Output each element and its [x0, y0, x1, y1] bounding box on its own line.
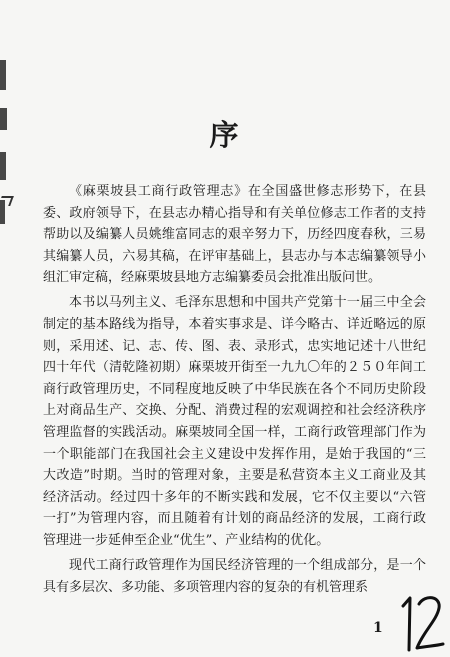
binding-edge-marks — [0, 60, 9, 280]
edge-mark — [0, 196, 14, 206]
paragraph-1: 《麻栗坡县工商行政管理志》在全国盛世修志形势下，在县委、政府领导下，在县志办精心指导和有关单位修志工作者的支持帮助以及编纂人员姚维富同志的艰辛努力下，历经四度春秋，三易其编纂人员，六易其稿，在评审基础上，县志办与本志编纂领导小组汇审定稿，经麻栗坡县地方志编纂委员会批准出版问世。 — [43, 184, 426, 286]
handwritten-page-number — [397, 592, 445, 654]
paragraph-3: 现代工商行政管理作为国民经济管理的一个组成部分，是一个具有多层次、多功能、多项管理内容的复杂的有机管理系 — [43, 558, 426, 595]
preface-title: 序 — [209, 118, 241, 152]
page-number: 1 — [373, 620, 383, 636]
paragraph-2: 本书以马列主义、毛泽东思想和中国共产党第十一届三中全会制定的基本路线为指导，本着实事求是、详今略古、详近略远的原则，采用述、记、志、传、图、表、录形式，忠实地记述十八世纪四十年代（清乾隆初期）麻栗坡开街至一九九〇年的２５０年间工商行政管理历史，不同程度地反映了中华民族在各个不同历史阶段上对商品生产、交换、分配、消费过程的宏观调控和社会经济秩序管理监督的实践活动。麻栗坡同全国一样，工商行政管理部门作为一个职能部门在我国社会主义建设中发挥作用，是始于我国的“三大改造”时期。当时的管理对象，主要是私营资本主义工商业及其经济活动。经过四十多年的不断实践和发展，它不仅主要以“六管一打”为管理内容，而且随着有计划的商品经济的发展，工商行政管理进一步延伸至企业“优生”、产业结构的优化。 — [43, 295, 426, 548]
preface-body — [43, 181, 426, 602]
